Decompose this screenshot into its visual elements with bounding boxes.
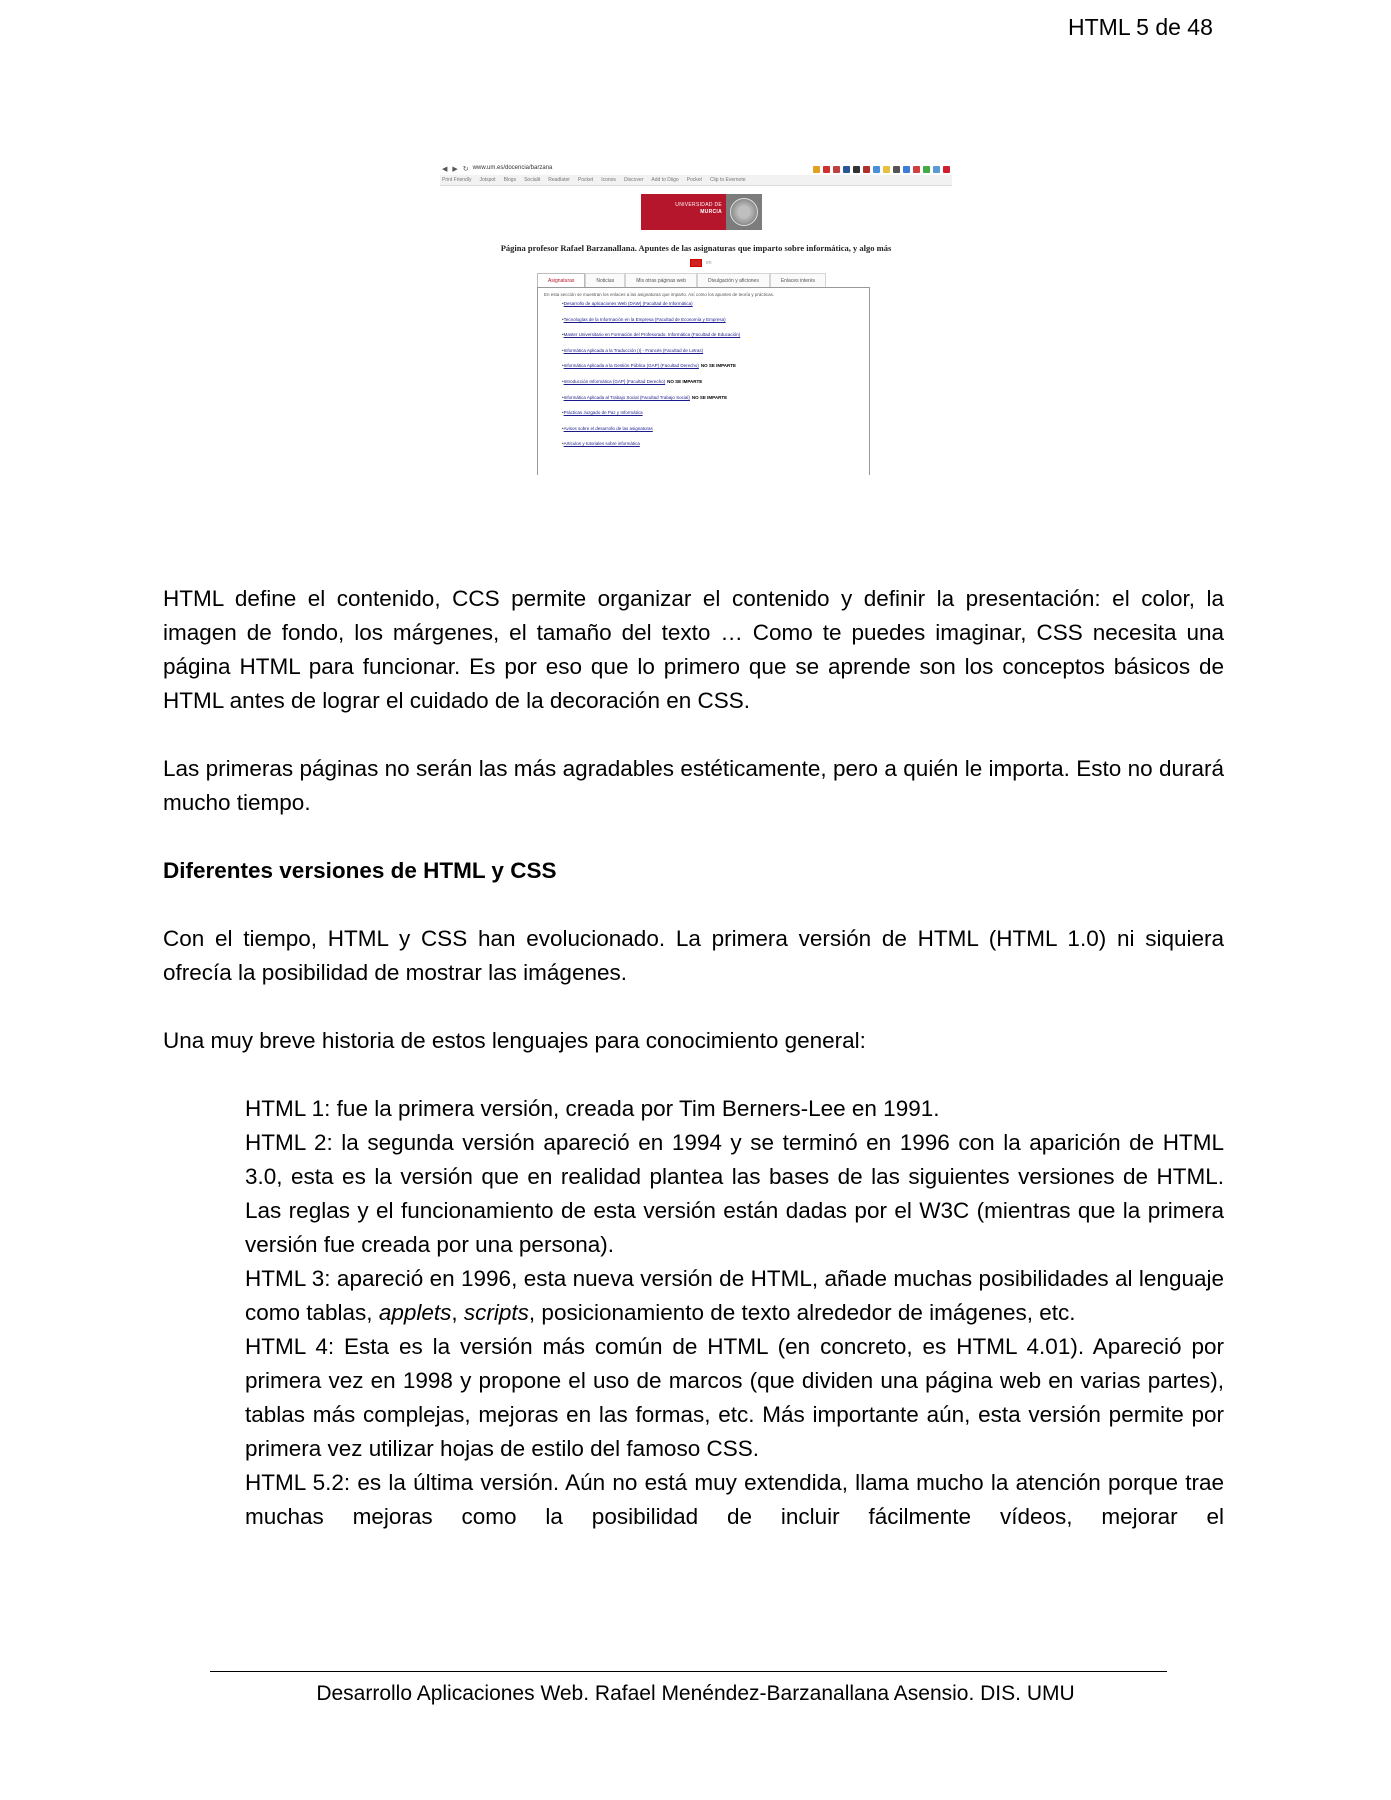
subject-link: Desarrollo de aplicaciones Web (DAW) (Facultad de Informática) — [563, 301, 693, 306]
subject-link: Prácticas Juzgado de Paz y Informática — [563, 410, 643, 416]
spain-flag-icon — [690, 259, 702, 267]
list-item — [562, 332, 869, 348]
forward-icon: ▶ — [452, 166, 458, 173]
browser-toolbar — [440, 163, 952, 175]
extension-icons — [813, 166, 950, 173]
bookmark: Socialit — [524, 177, 541, 183]
english-flag-icon: en — [706, 260, 712, 266]
footer-divider — [210, 1671, 1167, 1672]
subject-link: Informática Aplicada al Trabajo Social (Facultad Trabajo Social) — [563, 394, 690, 400]
paragraph-history-intro: Una muy breve historia de estos lenguajes para conocimiento general: — [163, 1028, 866, 1053]
subject-link: Artículos y tutoriales sobre informática — [563, 441, 640, 447]
address-bar: www.um.es/docencia/barzana — [472, 165, 553, 171]
bookmark: Blogs — [503, 177, 517, 183]
list-item — [562, 317, 869, 333]
status-note: NO SE IMPARTE — [667, 378, 703, 384]
extension-icon — [893, 166, 900, 173]
extension-icon — [933, 166, 940, 173]
bookmark: Discover — [623, 177, 644, 183]
bookmark: Jotspot — [479, 177, 496, 183]
paragraph-first-pages: Las primeras páginas no serán las más agradables estéticamente, pero a quién le importa. Esto no durará mucho tiempo. — [163, 756, 1224, 815]
bookmark: Add to Diigo — [651, 177, 679, 183]
bookmark: Pocket — [686, 177, 702, 183]
tab-asignaturas: Asignaturas — [537, 273, 585, 288]
subject-list — [538, 301, 869, 457]
list-item — [562, 426, 869, 442]
back-icon: ◀ — [442, 166, 448, 173]
subject-link: Informática Aplicada a la Gestión Pública (GAP) (Facultad Derecho) — [563, 363, 699, 369]
browser-nav-icons — [442, 165, 469, 173]
extension-icon — [863, 166, 870, 173]
subject-link: Master Universitario en Formación del Profesorado. Informática (Facultad de Educación) — [563, 332, 741, 338]
extension-icon — [903, 166, 910, 173]
italic-term: applets — [378, 1300, 452, 1325]
bookmark: Pocket — [577, 177, 594, 183]
list-item — [562, 441, 869, 457]
panel-intro: En esta sección se muestran los enlaces a las asignaturas que imparto. Así como los apuntes de teoría y prácticas. — [544, 292, 775, 297]
university-name: UNIVERSIDAD DE MURCIA — [675, 202, 722, 215]
list-item — [562, 379, 869, 395]
version-html2: HTML 2: la segunda versión apareció en 1994 y se terminó en 1996 con la aparición de HTML 3.0, esta es la versión que en realidad plantea las bases de las siguientes versiones de HTML. Las reglas y el funcionamiento de esta versión están dadas por el W3C (mientras que la primera versión fue creada por una persona). — [245, 1130, 1224, 1257]
page-number-header: HTML 5 de 48 — [1068, 14, 1213, 40]
list-item — [562, 363, 869, 379]
embedded-website-screenshot — [440, 163, 952, 475]
tab-enlaces: Enlaces interés — [770, 273, 826, 288]
university-logo-banner — [641, 194, 762, 230]
list-item — [562, 410, 869, 426]
subject-link: Informática Aplicada a la Traducción (I) - Francés (Facultad de Letras) — [563, 347, 704, 353]
extension-icon — [853, 166, 860, 173]
version-html1: HTML 1: fue la primera versión, creada por Tim Berners-Lee en 1991. — [245, 1096, 940, 1121]
list-item — [562, 301, 869, 317]
extension-icon — [883, 166, 890, 173]
list-item — [562, 395, 869, 411]
reload-icon: ↻ — [462, 166, 469, 173]
extension-icon — [873, 166, 880, 173]
tab-panel — [537, 287, 870, 475]
status-note: NO SE IMPARTE — [700, 363, 737, 369]
version-html4: HTML 4: Esta es la versión más común de HTML (en concreto, es HTML 4.01). Apareció por primera vez en 1998 y propone el uso de marcos (que dividen una página web en varias partes), tablas más complejas, mejoras en las formas, etc. Más importante aún, esta versión permite por primera vez utilizar hojas de estilo del famoso CSS. — [245, 1334, 1224, 1461]
subject-link: Avisos sobre el desarrollo de las asignaturas — [563, 425, 653, 431]
subject-link: Tecnologías de la Información en la Empresa (Facultad de Economía y Empresa) — [563, 316, 726, 322]
status-note: NO SE IMPARTE — [691, 394, 728, 400]
tab-divulgacion: Divulgación y aficiones — [697, 273, 770, 288]
versions-list — [245, 1092, 1224, 1534]
page-footer: Desarrollo Aplicaciones Web. Rafael Menéndez-Barzanallana Asensio. DIS. UMU — [316, 1682, 1075, 1705]
bookmark: Iconos — [601, 177, 616, 183]
extension-icon — [943, 166, 950, 173]
italic-term: scripts — [463, 1300, 529, 1325]
extension-icon — [823, 166, 830, 173]
version-html52: HTML 5.2: es la última versión. Aún no está muy extendida, llama mucho la atención porque trae muchas mejoras como la posibilidad de incluir fácilmente vídeos, mejorar el — [245, 1470, 1224, 1529]
site-tabs — [537, 273, 826, 288]
language-selector — [690, 259, 712, 267]
paragraph-html-css-intro: HTML define el contenido, CCS permite organizar el contenido y definir la presentación: el color, la imagen de fondo, los márgenes, el tamaño del texto … Como te puedes imaginar, CSS necesita una página HTML para funcionar. Es por eso que lo primero que se aprende son los conceptos básicos de HTML antes de lograr el cuidado de la decoración en CSS. — [163, 586, 1224, 713]
bookmark: Print Friendly — [442, 177, 472, 183]
extension-icon — [813, 166, 820, 173]
extension-icon — [833, 166, 840, 173]
bookmark: Clip to Evernote — [709, 177, 746, 183]
paragraph-evolution: Con el tiempo, HTML y CSS han evolucionado. La primera versión de HTML (HTML 1.0) ni siquiera ofrecía la posibilidad de mostrar las imágenes. — [163, 926, 1224, 985]
site-title: Página profesor Rafael Barzanallana. Apuntes de las asignaturas que imparto sobre informática, y algo más — [500, 243, 892, 253]
extension-icon — [923, 166, 930, 173]
section-heading: Diferentes versiones de HTML y CSS — [163, 858, 557, 883]
tab-noticias: Noticias — [585, 273, 625, 288]
extension-icon — [913, 166, 920, 173]
tab-otras-paginas: Mis otras páginas web — [625, 273, 697, 288]
university-seal-icon — [726, 194, 762, 230]
subject-link: Introducción Informática (GAP) (Facultad Derecho) — [563, 378, 666, 384]
bookmark: Readlater — [548, 177, 570, 183]
document-body — [163, 582, 1224, 1534]
extension-icon — [843, 166, 850, 173]
bookmarks-bar — [440, 175, 952, 186]
list-item — [562, 348, 869, 364]
version-html3: HTML 3: apareció en 1996, esta nueva versión de HTML, añade muchas posibilidades al lenguaje como tablas, applets, scripts, posicionamiento de texto alrededor de imágenes, etc. — [245, 1266, 1224, 1325]
